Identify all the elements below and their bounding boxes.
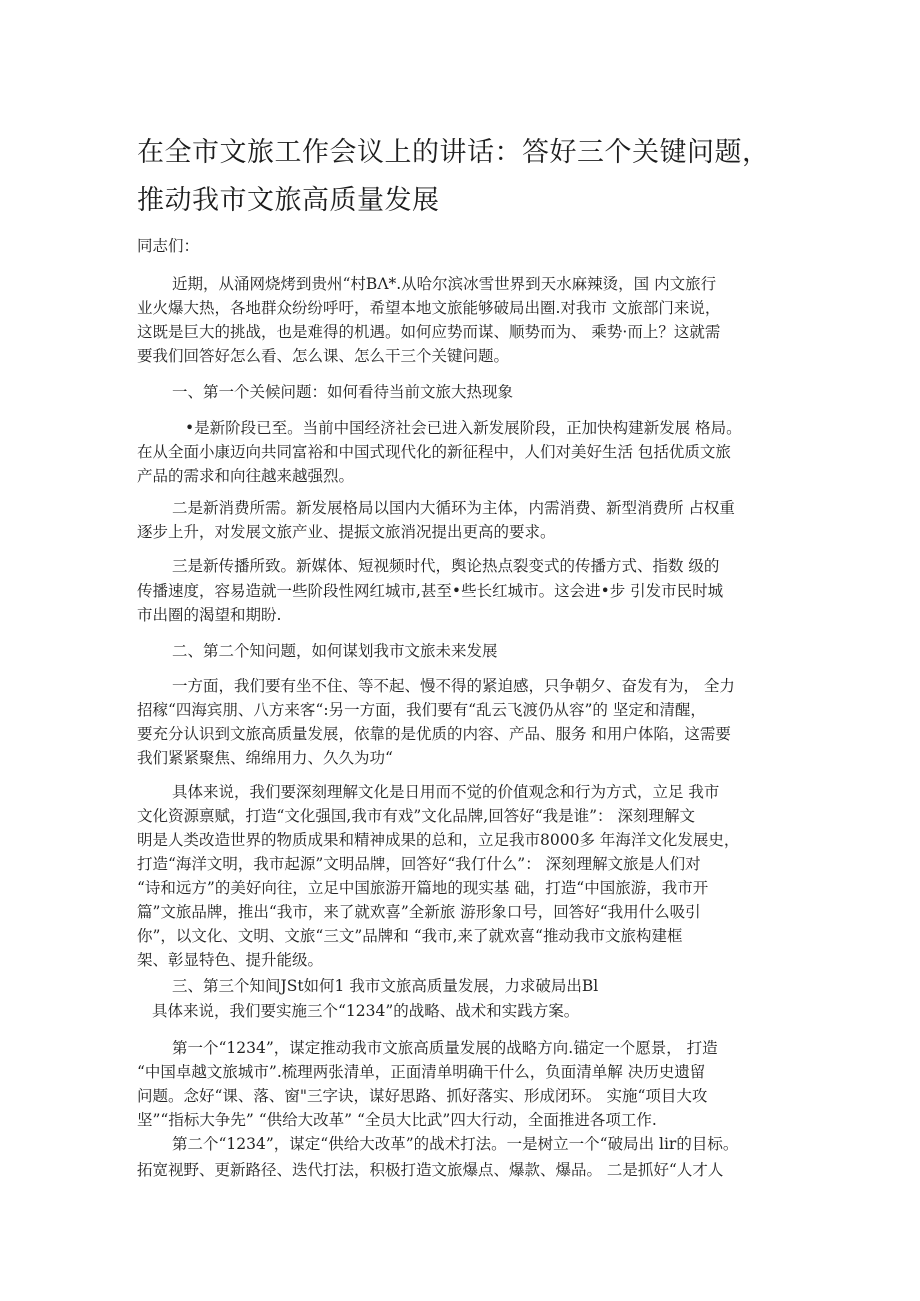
body-line: 具体来说，我们要深刻理解文化是日用而不觉的价值观念和行为方式，立足 我市 [172, 783, 720, 801]
document-title-line-1: 在全市文旅工作会议上的讲话：答好三个关键问题， [137, 137, 770, 168]
body-line: 问题。念好“课、落、窗"三字诀，谋好思路、抓好落实、形成闭环。 实施“项目大攻 [137, 1087, 708, 1105]
section-heading-3: 三、第三个知间JSt如何1 我市文旅高质量发展，力求破局出Bl [172, 977, 599, 995]
body-line: 三是新传播所致。新媒体、短视频时代，舆论热点裂变式的传播方式、指数 级的 [172, 557, 720, 575]
body-line: 架、彰显特色、提升能级。 [137, 951, 324, 969]
body-line: 我们紧紧聚焦、绵绵用力、久久为功“ [137, 749, 393, 767]
body-line: 二是新消费所需。新发展格局以国内大循环为主体，内需消费、新型消费所 占权重 [172, 499, 735, 517]
body-line: “诗和远方”的美好向往，立足中国旅游开篇地的现实基 础，打造“中国旅游，我市开 [137, 879, 709, 897]
body-line: 业火爆大热，各地群众纷纷呼吁，希望本地文旅能够破局出圈.对我市 文旅部门来说， [137, 299, 721, 317]
body-line: 篇”文旅品牌，推出“我市，来了就欢喜”全新旅 游形象口号，回答好“我用什么吸引 [137, 903, 701, 921]
body-line: 打造“海洋文明，我市起源”文明品牌，回答好“我仃什么”： 深刻理解文旅是人们对 [137, 855, 701, 873]
section-heading-1: 一、第一个关候问题：如何看待当前文旅大热现象 [172, 383, 514, 401]
body-line: 坚”“指标大争先” “供给大改革” “全员大比武”四大行动，全面推进各项工作. [137, 1111, 657, 1129]
salutation: 同志们： [137, 237, 200, 255]
body-line: 招稼“四海宾朋、八方来客“:另一方面，我们要有“乱云飞渡仍从容”的 坚定和清醒， [137, 701, 706, 719]
document-title-line-2: 推动我市文旅高质量发展 [137, 185, 440, 216]
body-line: 你”，以文化、文明、文旅“三文”品牌和 “我市,来了就欢喜“推动我市文旅构建框 [137, 927, 683, 945]
body-line: 一方面，我们要有坐不住、等不起、慢不得的紧迫感，只争朝夕、奋发有为， 全力 [172, 677, 735, 695]
body-line: 逐步上升，对发展文旅产业、提振文旅消况提出更高的要求。 [137, 523, 556, 541]
body-line: 市出圈的渴望和期盼. [137, 606, 282, 624]
body-line: 近期，从涌网烧烤到贵州“村BΛ*.从哈尔滨冰雪世界到天水麻辣烫，国 内文旅行 [172, 275, 717, 293]
body-line: 拓宽视野、更新路径、迭代打法，积极打造文旅爆点、爆款、爆品。 二是抓好“人才人 [137, 1161, 724, 1179]
body-line: 文化资源禀赋，打造“文化强国,我市有戏”文化品牌,回答好“我是谁”： 深刻理解文 [137, 807, 695, 825]
body-line: •是新阶段已至。当前中国经济社会已进入新发展阶段，正加快构建新发展 格局。 [185, 419, 742, 437]
body-line: 传播速度，容易造就一些阶段性网红城市,甚至•些长红城市。这会进•步 引发市民时城 [137, 582, 724, 600]
body-line: 要我们回答好怎么看、怎么课、怎么干三个关键问题。 [137, 347, 510, 365]
body-line: 第二个“1234”，谋定“供给大改革”的战术打法。一是树立一个“破局出 lir的目标。 [172, 1135, 739, 1153]
body-line: 第一个“1234”，谋定推动我市文旅高质量发展的战略方向.锚定一个愿景， 打造 [172, 1039, 718, 1057]
section-heading-2: 二、第二个知问题，如何谋划我市文旅未来发展 [172, 642, 498, 660]
body-line: 这既是巨大的挑战，也是难得的机遇。如何应势而谋、顺势而为、 乘势·而上？这就需 [137, 323, 721, 341]
body-line: 具体来说，我们要实施三个“1234”的战略、战术和实践方案。 [152, 1002, 580, 1020]
body-line: 明是人类改造世界的物质成果和精神成果的总和，立足我市8000多 年海洋文化发展史， [137, 831, 740, 849]
body-line: 产品的需求和向往越来越强烈。 [137, 467, 355, 485]
body-line: “中国卓越文旅城市”.梳理两张清单，正面清单明确干什么，负面清单解 决历史遗留 [137, 1063, 706, 1081]
body-line: 要充分认识到文旅高质量发展，依靠的是优质的内容、产品、服务 和用户体陷，这需要 [137, 725, 731, 743]
body-line: 在从全面小康迈向共同富裕和中国式现代化的新征程中，人们对美好生活 包括优质文旅 [137, 443, 731, 461]
